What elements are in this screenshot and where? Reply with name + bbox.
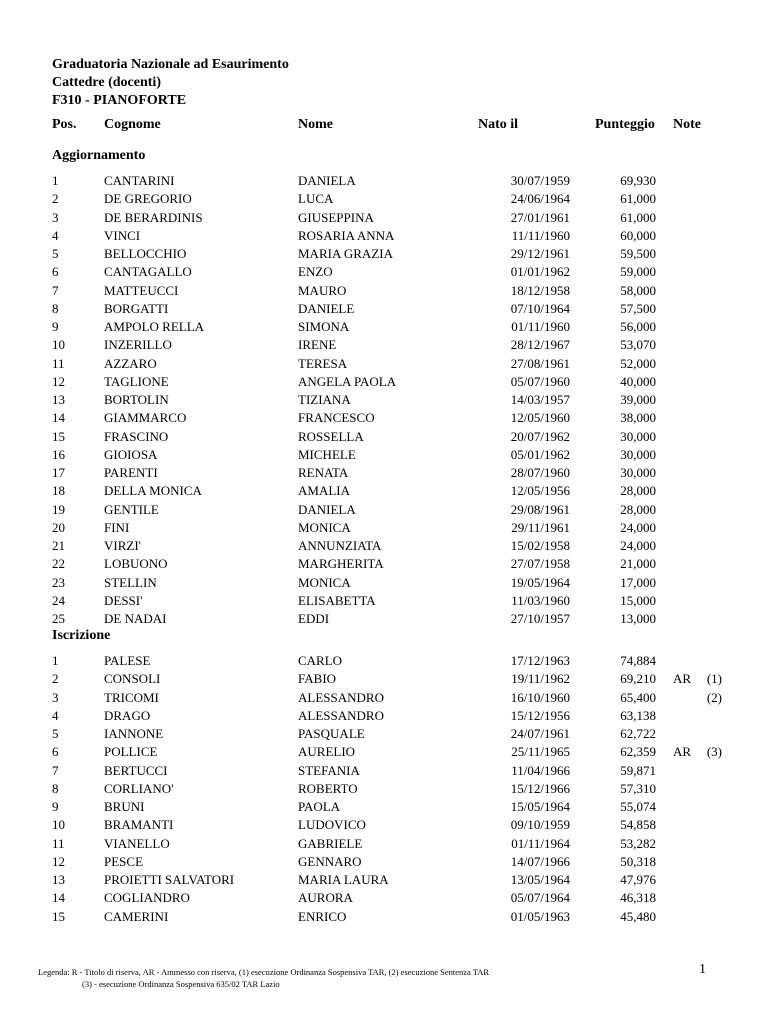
cell-punteggio: 62,359 [620, 744, 656, 760]
cell-nome: MONICA [298, 574, 351, 590]
table-row [0, 853, 770, 871]
cell-note-flag: AR [673, 744, 692, 760]
cell-nome: TIZIANA [298, 392, 351, 407]
table-row [0, 835, 770, 853]
cell-nato: 18/12/1958 [510, 282, 570, 298]
cell-nome: PASQUALE [298, 726, 365, 741]
cell-nome: SIMONA [298, 319, 350, 334]
column-header-note: Note [673, 117, 701, 132]
cell-punteggio: 74,884 [620, 653, 656, 668]
table-row [0, 652, 770, 670]
cell-nato: 25/11/1965 [511, 744, 570, 760]
cell-nome: MICHELE [298, 446, 356, 462]
cell-pos: 4 [52, 227, 59, 243]
cell-punteggio: 50,318 [620, 853, 656, 869]
cell-cognome: BERTUCCI [104, 762, 168, 778]
cell-nato: 19/11/1962 [511, 671, 570, 687]
section-title-aggiornamento: Aggiornamento [52, 148, 146, 163]
cell-note-ref: (3) [706, 744, 722, 760]
cell-cognome: VIANELLO [104, 835, 170, 851]
cell-pos: 9 [52, 319, 59, 334]
table-row [0, 209, 770, 227]
cell-nome: DANIELA [298, 173, 356, 188]
cell-punteggio: 52,000 [620, 355, 656, 371]
cell-punteggio: 39,000 [620, 392, 656, 407]
cell-nato: 29/08/1961 [510, 501, 570, 517]
class-code-title: F310 - PIANOFORTE [52, 93, 187, 108]
cell-nome: LUDOVICO [298, 817, 366, 833]
table-row [0, 282, 770, 300]
table-row [0, 871, 770, 889]
cell-nato: 05/07/1960 [510, 373, 570, 389]
cell-nato: 05/01/1962 [510, 446, 570, 462]
cell-cognome: MATTEUCCI [104, 282, 179, 298]
table-row [0, 355, 770, 373]
cell-punteggio: 69,930 [620, 173, 656, 188]
cell-nato: 15/02/1958 [510, 538, 570, 553]
cell-pos: 4 [52, 707, 59, 723]
cell-cognome: AMPOLO RELLA [104, 319, 205, 334]
cell-punteggio: 60,000 [620, 227, 656, 243]
table-row [0, 743, 770, 761]
cell-nome: ROBERTO [298, 780, 358, 796]
cell-nato: 12/05/1956 [510, 483, 570, 499]
table-row [0, 592, 770, 610]
cell-nato: 28/07/1960 [510, 465, 570, 480]
table-row [0, 501, 770, 519]
table-row [0, 555, 770, 573]
cell-nome: DANIELE [298, 300, 355, 316]
table-row [0, 391, 770, 409]
cell-pos: 3 [52, 689, 59, 705]
column-header-nato: Nato il [478, 117, 519, 132]
cell-cognome: DE NADAI [104, 611, 167, 626]
cell-cognome: PESCE [104, 853, 144, 869]
cell-pos: 20 [52, 519, 65, 535]
column-header-nome: Nome [298, 117, 333, 132]
cell-nato: 05/07/1964 [510, 890, 570, 906]
cell-nato: 11/11/1960 [511, 227, 570, 243]
cell-pos: 10 [52, 337, 65, 353]
cell-nome: MARGHERITA [298, 556, 384, 572]
cell-cognome: FINI [104, 519, 130, 535]
cell-cognome: VINCI [104, 227, 141, 243]
table-row [0, 689, 770, 707]
cell-pos: 17 [52, 465, 65, 480]
cell-nome: EDDI [298, 611, 330, 626]
cell-punteggio: 38,000 [620, 410, 656, 426]
table-row [0, 519, 770, 537]
table-row [0, 670, 770, 688]
cell-cognome: TAGLIONE [104, 373, 169, 389]
cell-punteggio: 15,000 [620, 592, 656, 608]
cell-pos: 11 [52, 355, 65, 371]
cell-pos: 5 [52, 246, 59, 261]
cell-nato: 14/07/1966 [510, 853, 570, 869]
cell-nato: 15/12/1956 [510, 707, 570, 723]
cell-punteggio: 65,400 [620, 689, 656, 705]
cell-nome: MARIA GRAZIA [298, 246, 393, 261]
cell-pos: 18 [52, 483, 65, 499]
cell-punteggio: 55,074 [620, 799, 656, 814]
cell-nome: PAOLA [298, 799, 341, 814]
table-row [0, 482, 770, 500]
cell-nome: ENZO [298, 264, 333, 280]
cell-cognome: VIRZI' [104, 538, 142, 553]
cell-nome: ENRICO [298, 908, 347, 924]
cell-pos: 1 [52, 173, 59, 188]
table-row [0, 428, 770, 446]
cell-nato: 16/10/1960 [510, 689, 570, 705]
table-row [0, 318, 770, 336]
cell-nome: MONICA [298, 519, 351, 535]
cell-nome: IRENE [298, 337, 337, 353]
cell-pos: 13 [52, 872, 65, 887]
cell-cognome: DRAGO [104, 707, 151, 723]
table-row [0, 373, 770, 391]
cell-pos: 5 [52, 726, 59, 741]
cell-pos: 6 [52, 264, 59, 280]
cell-pos: 22 [52, 556, 65, 572]
table-row [0, 610, 770, 628]
cell-pos: 21 [52, 538, 65, 553]
cell-cognome: BRAMANTI [104, 817, 174, 833]
table-row [0, 336, 770, 354]
cell-cognome: BORTOLIN [104, 392, 169, 407]
cell-punteggio: 13,000 [620, 611, 656, 626]
cell-punteggio: 40,000 [620, 373, 656, 389]
cell-nato: 15/12/1966 [510, 780, 570, 796]
cell-pos: 24 [52, 592, 65, 608]
cell-nome: TERESA [298, 355, 348, 371]
cell-pos: 2 [52, 191, 59, 207]
cell-nato: 20/07/1962 [510, 428, 570, 444]
cell-nato: 24/06/1964 [510, 191, 570, 207]
cell-note-ref: (1) [706, 671, 722, 687]
cell-nome: RENATA [298, 465, 349, 480]
cell-nato: 01/11/1964 [511, 835, 570, 851]
cell-pos: 2 [52, 671, 59, 687]
cell-nome: AURORA [298, 890, 353, 906]
table-row [0, 780, 770, 798]
cell-punteggio: 53,282 [620, 835, 656, 851]
page-number: 1 [699, 962, 706, 977]
table-row [0, 172, 770, 190]
cell-nome: MAURO [298, 282, 347, 298]
cell-nome: GENNARO [298, 853, 362, 869]
cell-cognome: BELLOCCHIO [104, 246, 187, 261]
cell-cognome: DE BERARDINIS [104, 209, 203, 225]
table-row [0, 227, 770, 245]
cell-nato: 30/07/1959 [510, 173, 570, 188]
document-subtitle: Cattedre (docenti) [52, 75, 161, 90]
table-row [0, 889, 770, 907]
cell-pos: 8 [52, 300, 59, 316]
cell-nato: 12/05/1960 [510, 410, 570, 426]
cell-pos: 8 [52, 780, 59, 796]
cell-punteggio: 59,871 [620, 762, 656, 778]
cell-cognome: DELLA MONICA [104, 483, 202, 499]
cell-cognome: GIAMMARCO [104, 410, 187, 426]
cell-cognome: AZZARO [104, 355, 157, 371]
table-row [0, 707, 770, 725]
cell-nato: 24/07/1961 [510, 726, 570, 741]
cell-punteggio: 30,000 [620, 465, 656, 480]
cell-nato: 01/11/1960 [511, 319, 570, 334]
cell-nome: ALESSANDRO [298, 707, 384, 723]
cell-cognome: INZERILLO [104, 337, 172, 353]
cell-nome: ANGELA PAOLA [298, 373, 397, 389]
cell-pos: 19 [52, 501, 65, 517]
cell-nome: LUCA [298, 191, 334, 207]
cell-nome: GIUSEPPINA [298, 209, 374, 225]
table-row [0, 464, 770, 482]
cell-cognome: LOBUONO [104, 556, 168, 572]
column-header-punteggio: Punteggio [595, 117, 655, 132]
table-row [0, 725, 770, 743]
cell-punteggio: 21,000 [620, 556, 656, 572]
cell-nome: AURELIO [298, 744, 356, 760]
cell-nome: FRANCESCO [298, 410, 375, 426]
cell-cognome: PARENTI [104, 465, 158, 480]
cell-nome: MARIA LAURA [298, 872, 389, 887]
cell-nato: 27/08/1961 [510, 355, 570, 371]
cell-cognome: DE GREGORIO [104, 191, 192, 207]
cell-nato: 28/12/1967 [510, 337, 570, 353]
table-row [0, 908, 770, 926]
cell-note-flag: AR [673, 671, 692, 687]
cell-pos: 11 [52, 835, 65, 851]
cell-pos: 6 [52, 744, 59, 760]
cell-punteggio: 30,000 [620, 428, 656, 444]
cell-punteggio: 61,000 [620, 191, 656, 207]
cell-cognome: POLLICE [104, 744, 158, 760]
cell-cognome: STELLIN [104, 574, 157, 590]
cell-pos: 16 [52, 446, 65, 462]
cell-nato: 11/04/1966 [511, 762, 570, 778]
cell-nome: ALESSANDRO [298, 689, 384, 705]
cell-pos: 15 [52, 908, 65, 924]
cell-nato: 07/10/1964 [510, 300, 570, 316]
column-header-pos: Pos. [52, 117, 77, 132]
cell-nato: 29/11/1961 [511, 519, 570, 535]
cell-nato: 13/05/1964 [510, 872, 570, 887]
cell-nato: 19/05/1964 [510, 574, 570, 590]
table-row [0, 762, 770, 780]
cell-cognome: GENTILE [104, 501, 159, 517]
table-row [0, 409, 770, 427]
cell-pos: 7 [52, 282, 59, 298]
cell-punteggio: 45,480 [620, 908, 656, 924]
cell-nome: STEFANIA [298, 762, 360, 778]
cell-nato: 27/10/1957 [510, 611, 570, 626]
cell-nome: FABIO [298, 671, 337, 687]
cell-punteggio: 24,000 [620, 538, 656, 553]
cell-pos: 12 [52, 373, 65, 389]
cell-cognome: CORLIANO' [104, 780, 174, 796]
cell-nato: 15/05/1964 [510, 799, 570, 814]
cell-punteggio: 57,500 [620, 300, 656, 316]
cell-punteggio: 30,000 [620, 446, 656, 462]
cell-nome: ANNUNZIATA [298, 538, 382, 553]
cell-punteggio: 58,000 [620, 282, 656, 298]
cell-cognome: CANTAGALLO [104, 264, 192, 280]
cell-cognome: CAMERINI [104, 908, 169, 924]
cell-punteggio: 59,000 [620, 264, 656, 280]
cell-pos: 15 [52, 428, 65, 444]
table-row [0, 574, 770, 592]
cell-pos: 3 [52, 209, 59, 225]
cell-nato: 09/10/1959 [510, 817, 570, 833]
cell-pos: 13 [52, 392, 65, 407]
cell-punteggio: 69,210 [620, 671, 656, 687]
cell-cognome: DESSI' [104, 592, 143, 608]
cell-pos: 1 [52, 653, 59, 668]
cell-cognome: GIOIOSA [104, 446, 158, 462]
cell-punteggio: 47,976 [620, 872, 656, 887]
cell-punteggio: 53,070 [620, 337, 656, 353]
cell-pos: 12 [52, 853, 65, 869]
cell-nato: 01/05/1963 [510, 908, 570, 924]
cell-nome: DANIELA [298, 501, 356, 517]
cell-punteggio: 56,000 [620, 319, 656, 334]
cell-cognome: CONSOLI [104, 671, 161, 687]
cell-cognome: IANNONE [104, 726, 164, 741]
table-row [0, 537, 770, 555]
section-title-iscrizione: Iscrizione [52, 628, 111, 643]
cell-cognome: PALESE [104, 653, 151, 668]
table-row [0, 190, 770, 208]
cell-cognome: FRASCINO [104, 428, 169, 444]
cell-punteggio: 46,318 [620, 890, 656, 906]
cell-nome: ROSSELLA [298, 428, 364, 444]
cell-pos: 14 [52, 410, 65, 426]
cell-punteggio: 28,000 [620, 483, 656, 499]
cell-nato: 17/12/1963 [510, 653, 570, 668]
cell-punteggio: 24,000 [620, 519, 656, 535]
table-row [0, 300, 770, 318]
cell-cognome: BORGATTI [104, 300, 169, 316]
table-row [0, 245, 770, 263]
cell-pos: 7 [52, 762, 59, 778]
cell-nato: 27/01/1961 [510, 209, 570, 225]
cell-nome: ROSARIA ANNA [298, 227, 395, 243]
cell-pos: 25 [52, 611, 65, 626]
cell-pos: 9 [52, 799, 59, 814]
cell-punteggio: 61,000 [620, 209, 656, 225]
cell-punteggio: 54,858 [620, 817, 656, 833]
table-row [0, 446, 770, 464]
cell-punteggio: 28,000 [620, 501, 656, 517]
table-row [0, 798, 770, 816]
cell-note-ref: (2) [706, 689, 722, 705]
cell-pos: 10 [52, 817, 65, 833]
cell-punteggio: 57,310 [620, 780, 656, 796]
cell-cognome: TRICOMI [104, 689, 159, 705]
cell-nato: 27/07/1958 [510, 556, 570, 572]
cell-punteggio: 62,722 [620, 726, 656, 741]
cell-cognome: CANTARINI [104, 173, 175, 188]
cell-punteggio: 63,138 [620, 707, 656, 723]
cell-punteggio: 17,000 [620, 574, 656, 590]
cell-nome: AMALIA [298, 483, 350, 499]
legend-line-1: Legenda: R - Titolo di riserva, AR - Ammesso con riserva, (1) esecuzione Ordinanza Sospensiva TAR, (2) esecuzione Sentenza TAR [38, 967, 490, 977]
table-row [0, 816, 770, 834]
cell-nome: ELISABETTA [298, 592, 376, 608]
table-row [0, 263, 770, 281]
cell-nome: GABRIELE [298, 835, 363, 851]
cell-cognome: COGLIANDRO [104, 890, 190, 906]
cell-cognome: BRUNI [104, 799, 145, 814]
document-title: Graduatoria Nazionale ad Esaurimento [52, 57, 289, 72]
cell-nato: 11/03/1960 [511, 592, 570, 608]
cell-pos: 23 [52, 574, 65, 590]
cell-pos: 14 [52, 890, 65, 906]
legend-line-2: (3) - esecuzione Ordinanza Sospensiva 635/02 TAR Lazio [82, 979, 280, 989]
cell-nome: CARLO [298, 653, 343, 668]
cell-cognome: PROIETTI SALVATORI [104, 872, 235, 887]
cell-nato: 01/01/1962 [510, 264, 570, 280]
cell-nato: 29/12/1961 [510, 246, 570, 261]
cell-nato: 14/03/1957 [510, 392, 570, 407]
cell-punteggio: 59,500 [620, 246, 656, 261]
column-header-cognome: Cognome [104, 117, 161, 132]
